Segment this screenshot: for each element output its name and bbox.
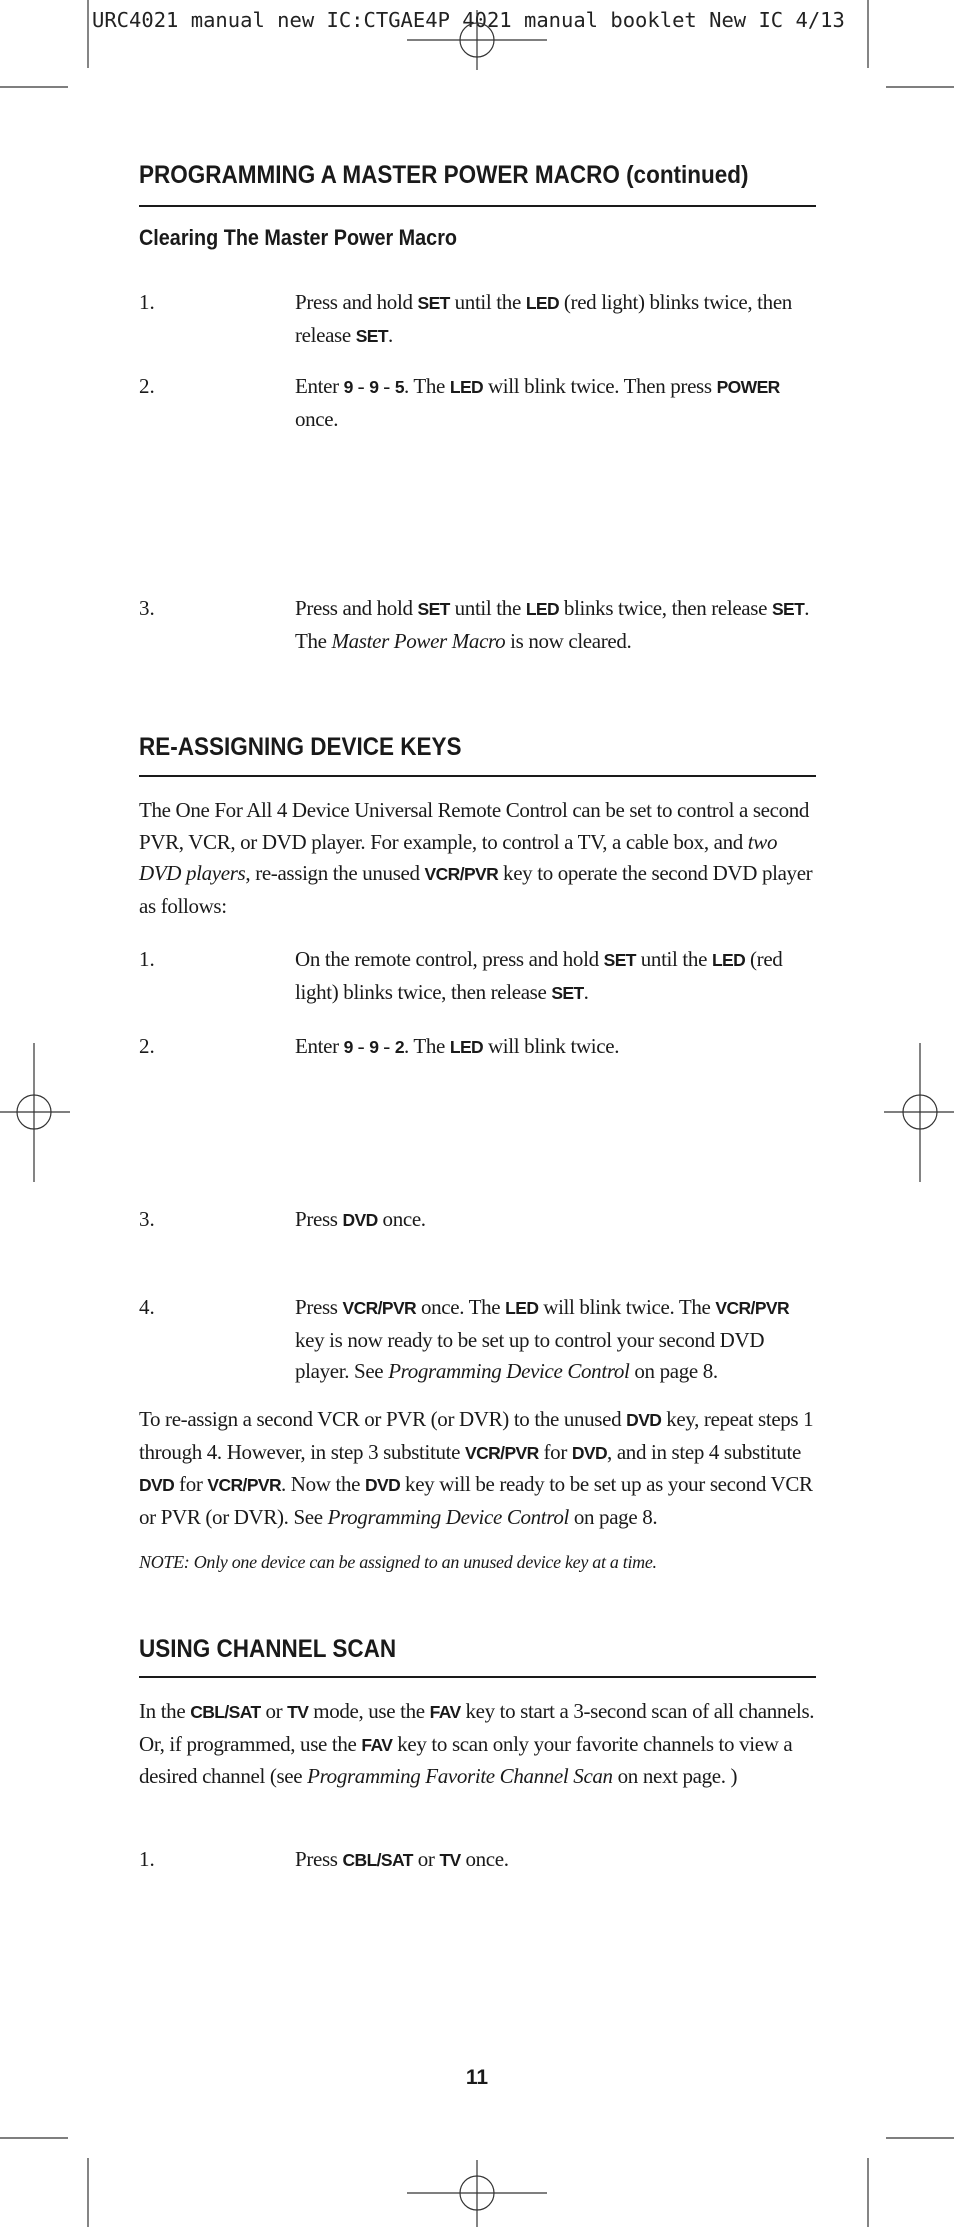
step-text: Enter 9 - 9 - 2. The LED will blink twice.	[295, 1034, 620, 1058]
section-heading-master-power-macro: PROGRAMMING A MASTER POWER MACRO (continued)	[139, 161, 749, 189]
section-heading-reassigning-keys: RE-ASSIGNING DEVICE KEYS	[139, 733, 462, 761]
step-number: 2.	[139, 1034, 155, 1058]
step-text: On the remote control, press and hold SET until the LED (red light) blinks twice, then release SET.	[295, 947, 783, 1004]
paragraph-intro: The One For All 4 Device Universal Remote Control can be set to control a second PVR, VCR, or DVD player. For example, to control a TV, a cable box, and two DVD players, re-assign the unused VCR/PVR key to operate the second DVD player as follows:	[139, 798, 813, 918]
step-text: Press and hold SET until the LED (red light) blinks twice, then release SET.	[295, 290, 792, 347]
step-text: Press DVD once.	[295, 1207, 426, 1231]
note-text: NOTE: Only one device can be assigned to an unused device key at a time.	[139, 1552, 657, 1572]
step-text: Press and hold SET until the LED blinks twice, then release SET. The Master Power Macro is now cleared.	[295, 596, 810, 653]
step-number: 3.	[139, 596, 155, 620]
step-text: Press CBL/SAT or TV once.	[295, 1847, 509, 1871]
print-slug-line: URC4021 manual new IC:CTGAE4P 4021 manual booklet New IC 4/13	[92, 8, 845, 32]
section-heading-channel-scan: USING CHANNEL SCAN	[139, 1635, 397, 1663]
section-rule	[139, 1676, 816, 1678]
subheading-clearing-macro: Clearing The Master Power Macro	[139, 225, 457, 250]
section-rule	[139, 205, 816, 207]
registration-mark-bottom	[407, 2160, 547, 2227]
page-number: 11	[465, 2066, 489, 2089]
step-number: 1.	[139, 290, 155, 314]
step-number: 4.	[139, 1295, 155, 1319]
section-rule	[139, 775, 816, 777]
step-number: 1.	[139, 947, 155, 971]
paragraph-reassign-vcr: To re-assign a second VCR or PVR (or DVR) to the unused DVD key, repeat steps 1 through 4. However, in step 3 substitute VCR/PVR for DVD, and in step 4 substitute DVD for VCR/PVR. Now the DVD key will be ready to be set up as your second VCR or PVR (or DVR). See Programming Device Control on page 8.	[139, 1407, 814, 1529]
paragraph-channel-scan: In the CBL/SAT or TV mode, use the FAV key to start a 3-second scan of all channels. Or, if programmed, use the FAV key to scan only your favorite channels to view a desired channel (see Programming Favorite Channel Scan on next page. )	[139, 1699, 815, 1788]
step-text: Press VCR/PVR once. The LED will blink twice. The VCR/PVR key is now ready to be set up to control your second DVD player. See Programming Device Control on page 8.	[295, 1295, 789, 1383]
registration-mark-right	[884, 1043, 954, 1182]
step-text: Enter 9 - 9 - 5. The LED will blink twice. Then press POWER once.	[295, 374, 780, 431]
registration-mark-top	[407, 10, 547, 70]
step-number: 3.	[139, 1207, 155, 1231]
registration-mark-left	[0, 1043, 70, 1182]
step-number: 2.	[139, 374, 155, 398]
step-number: 1.	[139, 1847, 155, 1871]
